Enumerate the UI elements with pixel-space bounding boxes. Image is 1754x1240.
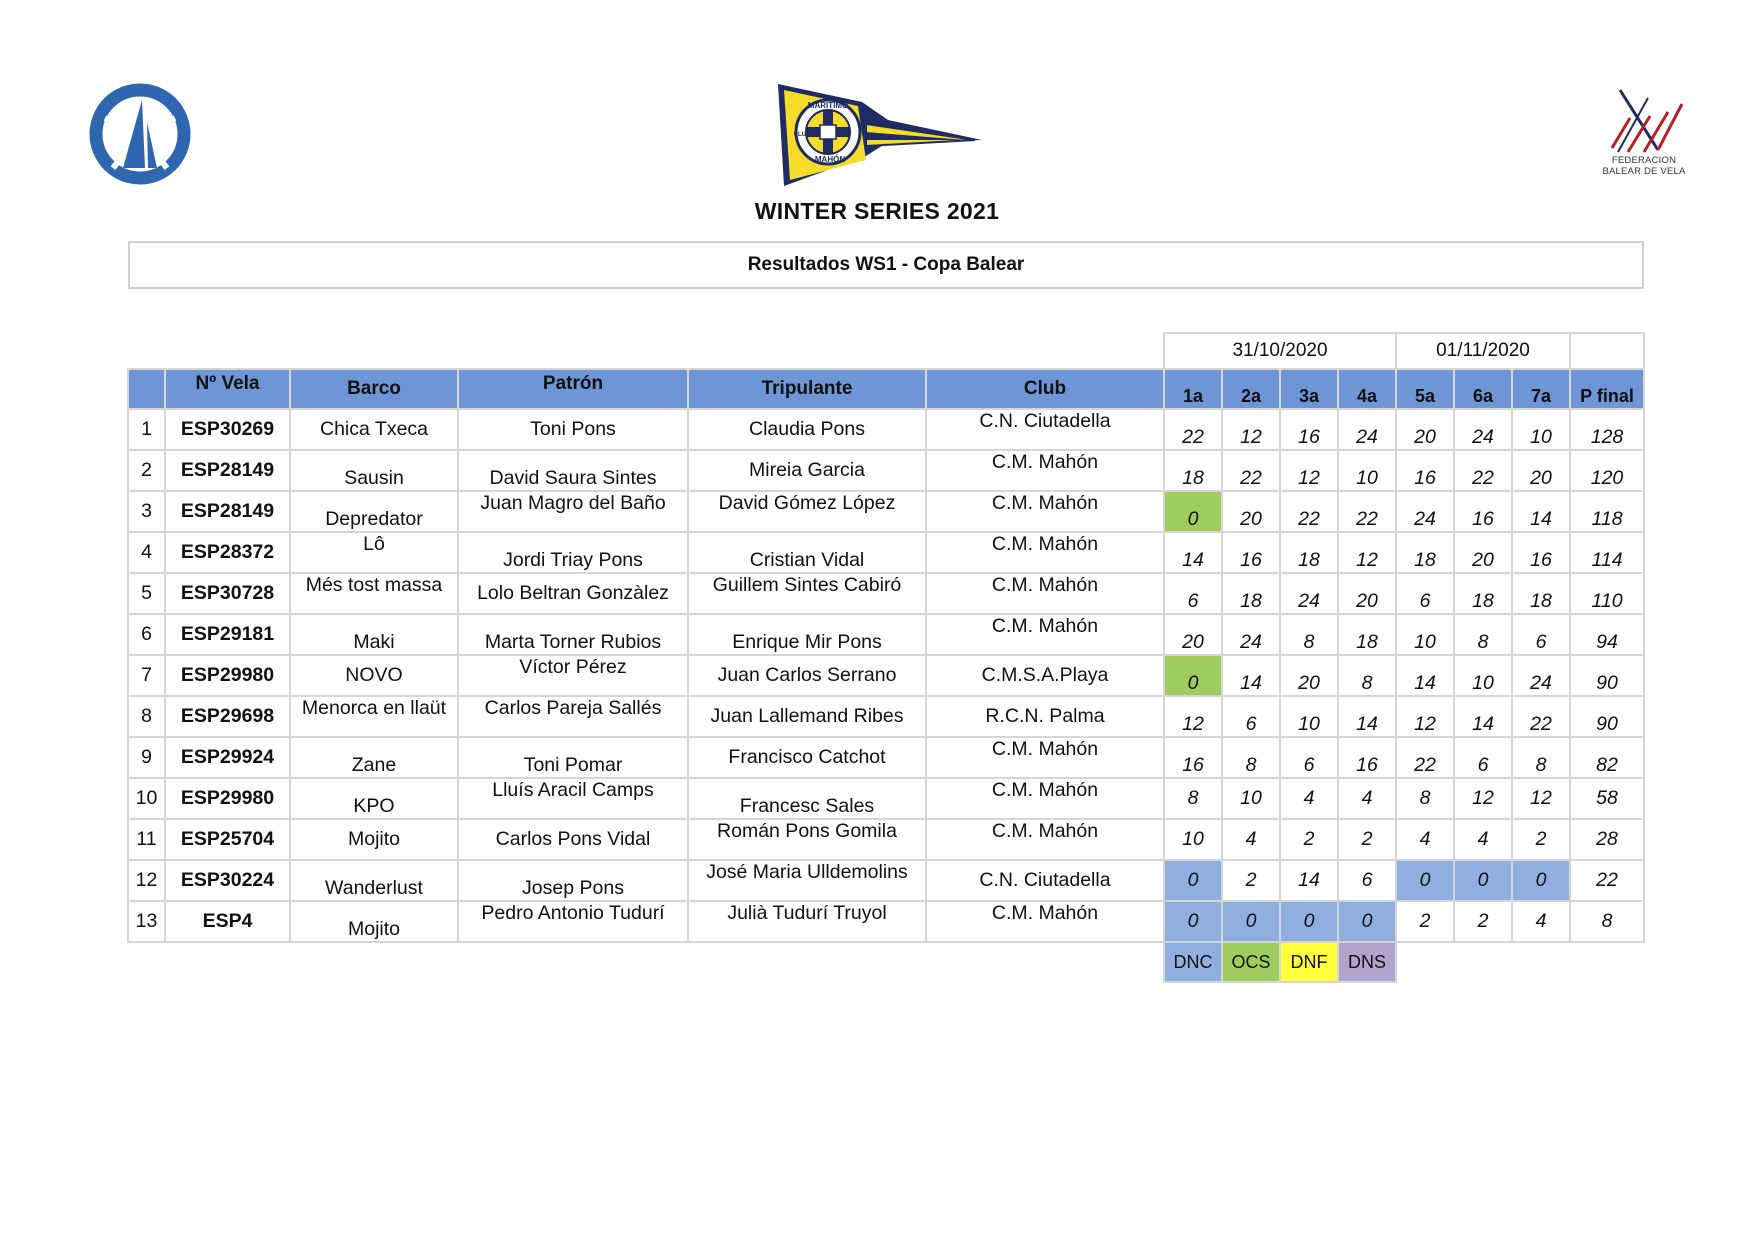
sail-number-cell: ESP30728: [165, 573, 290, 614]
sail-number-cell: ESP29181: [165, 614, 290, 655]
race-6-score-cell: 4: [1454, 819, 1512, 860]
race-3-score-cell: 14: [1280, 860, 1338, 901]
boat-name-cell: KPO: [290, 778, 458, 819]
race-3-score-cell: 6: [1280, 737, 1338, 778]
col-header-race-2: 2a: [1222, 369, 1280, 409]
boat-name-cell: Wanderlust: [290, 860, 458, 901]
race-3-score-cell: 4: [1280, 778, 1338, 819]
boat-name-cell: Zane: [290, 737, 458, 778]
boat-name-cell: NOVO: [290, 655, 458, 696]
skipper-cell: Lluís Aracil Camps: [458, 778, 688, 819]
legend-dnf: DNF: [1280, 942, 1338, 982]
position-cell: 3: [128, 491, 165, 532]
club-cell: C.N. Ciutadella: [926, 409, 1164, 450]
skipper-cell: Josep Pons: [458, 860, 688, 901]
final-points-cell: 114: [1570, 532, 1644, 573]
race-2-score-cell: 2: [1222, 860, 1280, 901]
sail-number-cell: ESP30224: [165, 860, 290, 901]
sail-number-cell: ESP29980: [165, 778, 290, 819]
table-row: [128, 614, 1644, 655]
race-1-score-cell: 18: [1164, 450, 1222, 491]
race-3-score-cell: 10: [1280, 696, 1338, 737]
race-7-score-cell: 6: [1512, 614, 1570, 655]
race-6-score-cell: 12: [1454, 778, 1512, 819]
race-7-score-cell: 24: [1512, 655, 1570, 696]
race-7-score-cell: 16: [1512, 532, 1570, 573]
race-2-score-cell: 18: [1222, 573, 1280, 614]
skipper-cell: Toni Pomar: [458, 737, 688, 778]
page-title: WINTER SERIES 2021: [754, 198, 1000, 224]
race-7-score-cell: 4: [1512, 901, 1570, 942]
col-header-total: P final: [1570, 369, 1644, 409]
table-row: [128, 901, 1644, 942]
club-cell: C.M. Mahón: [926, 737, 1164, 778]
crew-cell: Román Pons Gomila: [688, 819, 926, 860]
boat-name-cell: Més tost massa: [290, 573, 458, 614]
club-cell: C.M. Mahón: [926, 901, 1164, 942]
race-1-score-cell: 20: [1164, 614, 1222, 655]
race-2-score-cell: 14: [1222, 655, 1280, 696]
sail-number-cell: ESP28149: [165, 450, 290, 491]
race-5-score-cell: 12: [1396, 696, 1454, 737]
col-header-race-1: 1a: [1164, 369, 1222, 409]
col-header-vela: Nº Vela: [165, 369, 290, 409]
sailing-class-logo: [87, 82, 193, 186]
race-7-score-cell: 2: [1512, 819, 1570, 860]
boat-name-cell: Chica Txeca: [290, 409, 458, 450]
date-blank: [1570, 333, 1644, 369]
race-7-score-cell: 22: [1512, 696, 1570, 737]
sail-number-cell: ESP29698: [165, 696, 290, 737]
race-3-score-cell: 8: [1280, 614, 1338, 655]
race-2-score-cell: 24: [1222, 614, 1280, 655]
race-3-score-cell: 18: [1280, 532, 1338, 573]
race-4-score-cell: 2: [1338, 819, 1396, 860]
crew-cell: Enrique Mir Pons: [688, 614, 926, 655]
table-row: [128, 409, 1644, 450]
position-cell: 8: [128, 696, 165, 737]
final-points-cell: 120: [1570, 450, 1644, 491]
club-cell: C.M. Mahón: [926, 819, 1164, 860]
race-5-score-cell: 24: [1396, 491, 1454, 532]
final-points-cell: 94: [1570, 614, 1644, 655]
results-table: [127, 332, 1645, 983]
race-5-score-cell: 6: [1396, 573, 1454, 614]
col-header-club: Club: [926, 369, 1164, 409]
club-cell: C.M. Mahón: [926, 450, 1164, 491]
position-cell: 7: [128, 655, 165, 696]
race-3-score-cell: 16: [1280, 409, 1338, 450]
club-cell: C.M. Mahón: [926, 778, 1164, 819]
legend-spacer-right: [1396, 942, 1644, 982]
race-3-score-cell: 22: [1280, 491, 1338, 532]
race-5-score-cell: 2: [1396, 901, 1454, 942]
race-2-score-cell: 20: [1222, 491, 1280, 532]
legend-row: [128, 942, 1644, 982]
race-2-score-cell: 22: [1222, 450, 1280, 491]
race-4-score-cell: 14: [1338, 696, 1396, 737]
position-cell: 1: [128, 409, 165, 450]
table-row: [128, 450, 1644, 491]
race-2-score-cell: 4: [1222, 819, 1280, 860]
burgee-text-bottom: MAHÓN: [814, 155, 846, 164]
crew-cell: Mireia Garcia: [688, 450, 926, 491]
sail-number-cell: ESP29924: [165, 737, 290, 778]
club-cell: C.M. Mahón: [926, 573, 1164, 614]
table-row: [128, 696, 1644, 737]
skipper-cell: Carlos Pons Vidal: [458, 819, 688, 860]
table-row: [128, 737, 1644, 778]
table-row: [128, 491, 1644, 532]
position-cell: 12: [128, 860, 165, 901]
sail-number-cell: ESP29980: [165, 655, 290, 696]
crew-cell: Juan Carlos Serrano: [688, 655, 926, 696]
col-header-race-3: 3a: [1280, 369, 1338, 409]
race-6-score-cell: 2: [1454, 901, 1512, 942]
legend-dns: DNS: [1338, 942, 1396, 982]
final-points-cell: 22: [1570, 860, 1644, 901]
position-cell: 10: [128, 778, 165, 819]
race-3-score-cell: 0: [1280, 901, 1338, 942]
race-6-score-cell: 6: [1454, 737, 1512, 778]
race-4-score-cell: 18: [1338, 614, 1396, 655]
club-cell: C.M. Mahón: [926, 491, 1164, 532]
club-cell: C.N. Ciutadella: [926, 860, 1164, 901]
crew-cell: Juan Lallemand Ribes: [688, 696, 926, 737]
col-header-race-5: 5a: [1396, 369, 1454, 409]
race-4-score-cell: 16: [1338, 737, 1396, 778]
race-5-score-cell: 14: [1396, 655, 1454, 696]
date-day1: 31/10/2020: [1164, 333, 1396, 369]
race-6-score-cell: 20: [1454, 532, 1512, 573]
race-5-score-cell: 8: [1396, 778, 1454, 819]
col-header-race-7: 7a: [1512, 369, 1570, 409]
table-row: [128, 819, 1644, 860]
race-3-score-cell: 20: [1280, 655, 1338, 696]
race-1-score-cell: 6: [1164, 573, 1222, 614]
sail-number-cell: ESP28372: [165, 532, 290, 573]
position-cell: 4: [128, 532, 165, 573]
position-cell: 11: [128, 819, 165, 860]
race-1-score-cell: 0: [1164, 491, 1222, 532]
skipper-cell: Jordi Triay Pons: [458, 532, 688, 573]
crew-cell: David Gómez López: [688, 491, 926, 532]
col-header-race-4: 4a: [1338, 369, 1396, 409]
table-row: [128, 860, 1644, 901]
crew-cell: Francesc Sales: [688, 778, 926, 819]
col-header-barco: Barco: [290, 369, 458, 409]
race-5-score-cell: 0: [1396, 860, 1454, 901]
skipper-cell: Carlos Pareja Sallés: [458, 696, 688, 737]
federacion-text-line2: BALEAR DE VELA: [1602, 166, 1686, 177]
table-row: [128, 532, 1644, 573]
race-1-score-cell: 0: [1164, 860, 1222, 901]
race-6-score-cell: 18: [1454, 573, 1512, 614]
position-cell: 5: [128, 573, 165, 614]
race-4-score-cell: 6: [1338, 860, 1396, 901]
position-cell: 9: [128, 737, 165, 778]
position-cell: 2: [128, 450, 165, 491]
final-points-cell: 28: [1570, 819, 1644, 860]
header-row: [128, 369, 1644, 409]
race-1-score-cell: 14: [1164, 532, 1222, 573]
federacion-text-line1: FEDERACION: [1611, 155, 1677, 166]
burgee-text-left: CLUB: [793, 132, 811, 138]
sail-number-cell: ESP4: [165, 901, 290, 942]
race-6-score-cell: 14: [1454, 696, 1512, 737]
race-5-score-cell: 18: [1396, 532, 1454, 573]
final-points-cell: 110: [1570, 573, 1644, 614]
final-points-cell: 58: [1570, 778, 1644, 819]
race-2-score-cell: 16: [1222, 532, 1280, 573]
results-body: [128, 409, 1644, 942]
race-5-score-cell: 20: [1396, 409, 1454, 450]
sail-number-cell: ESP28149: [165, 491, 290, 532]
race-4-score-cell: 20: [1338, 573, 1396, 614]
race-6-score-cell: 8: [1454, 614, 1512, 655]
race-2-score-cell: 10: [1222, 778, 1280, 819]
race-4-score-cell: 12: [1338, 532, 1396, 573]
race-6-score-cell: 0: [1454, 860, 1512, 901]
skipper-cell: Juan Magro del Baño: [458, 491, 688, 532]
race-1-score-cell: 0: [1164, 901, 1222, 942]
legend-dnc: DNC: [1164, 942, 1222, 982]
race-4-score-cell: 0: [1338, 901, 1396, 942]
race-7-score-cell: 8: [1512, 737, 1570, 778]
federacion-text: [1598, 155, 1690, 177]
boat-name-cell: Sausin: [290, 450, 458, 491]
race-6-score-cell: 16: [1454, 491, 1512, 532]
skipper-cell: Pedro Antonio Tudurí: [458, 901, 688, 942]
race-7-score-cell: 14: [1512, 491, 1570, 532]
club-cell: C.M. Mahón: [926, 614, 1164, 655]
race-7-score-cell: 20: [1512, 450, 1570, 491]
race-6-score-cell: 24: [1454, 409, 1512, 450]
final-points-cell: 82: [1570, 737, 1644, 778]
race-6-score-cell: 10: [1454, 655, 1512, 696]
position-cell: 6: [128, 614, 165, 655]
race-1-score-cell: 0: [1164, 655, 1222, 696]
skipper-cell: Marta Torner Rubios: [458, 614, 688, 655]
crew-cell: Cristian Vidal: [688, 532, 926, 573]
skipper-cell: Lolo Beltran Gonzàlez: [458, 573, 688, 614]
sail-number-cell: ESP30269: [165, 409, 290, 450]
race-7-score-cell: 0: [1512, 860, 1570, 901]
race-2-score-cell: 8: [1222, 737, 1280, 778]
race-3-score-cell: 2: [1280, 819, 1338, 860]
burgee-text-top: MARITIMO: [807, 101, 849, 110]
race-2-score-cell: 12: [1222, 409, 1280, 450]
crew-cell: José Maria Ulldemolins: [688, 860, 926, 901]
race-2-score-cell: 6: [1222, 696, 1280, 737]
race-3-score-cell: 12: [1280, 450, 1338, 491]
final-points-cell: 128: [1570, 409, 1644, 450]
col-header-pos: [128, 369, 165, 409]
race-5-score-cell: 4: [1396, 819, 1454, 860]
race-7-score-cell: 12: [1512, 778, 1570, 819]
race-1-score-cell: 16: [1164, 737, 1222, 778]
boat-name-cell: Mojito: [290, 901, 458, 942]
race-4-score-cell: 8: [1338, 655, 1396, 696]
results-subtitle: Resultados WS1 - Copa Balear: [128, 241, 1644, 289]
table-row: [128, 778, 1644, 819]
skipper-cell: Toni Pons: [458, 409, 688, 450]
skipper-cell: David Saura Sintes: [458, 450, 688, 491]
race-1-score-cell: 10: [1164, 819, 1222, 860]
race-4-score-cell: 4: [1338, 778, 1396, 819]
race-1-score-cell: 12: [1164, 696, 1222, 737]
date-day2: 01/11/2020: [1396, 333, 1570, 369]
boat-name-cell: Menorca en llaüt: [290, 696, 458, 737]
col-header-patron: Patrón: [458, 369, 688, 409]
sail-number-cell: ESP25704: [165, 819, 290, 860]
club-maritimo-mahon-burgee: [770, 80, 1000, 190]
race-7-score-cell: 18: [1512, 573, 1570, 614]
race-5-score-cell: 22: [1396, 737, 1454, 778]
date-row-spacer: [128, 333, 1164, 369]
crew-cell: Claudia Pons: [688, 409, 926, 450]
position-cell: 13: [128, 901, 165, 942]
legend-ocs: OCS: [1222, 942, 1280, 982]
crew-cell: Francisco Catchot: [688, 737, 926, 778]
race-1-score-cell: 22: [1164, 409, 1222, 450]
club-cell: C.M.S.A.Playa: [926, 655, 1164, 696]
skipper-cell: Víctor Pérez: [458, 655, 688, 696]
legend-spacer: [128, 942, 1164, 982]
crew-cell: Guillem Sintes Cabiró: [688, 573, 926, 614]
club-cell: R.C.N. Palma: [926, 696, 1164, 737]
table-row: [128, 573, 1644, 614]
table-row: [128, 655, 1644, 696]
final-points-cell: 118: [1570, 491, 1644, 532]
race-5-score-cell: 10: [1396, 614, 1454, 655]
race-7-score-cell: 10: [1512, 409, 1570, 450]
date-row: [128, 333, 1644, 369]
boat-name-cell: Lô: [290, 532, 458, 573]
final-points-cell: 8: [1570, 901, 1644, 942]
race-5-score-cell: 16: [1396, 450, 1454, 491]
race-4-score-cell: 10: [1338, 450, 1396, 491]
boat-name-cell: Maki: [290, 614, 458, 655]
race-1-score-cell: 8: [1164, 778, 1222, 819]
col-header-race-6: 6a: [1454, 369, 1512, 409]
race-4-score-cell: 24: [1338, 409, 1396, 450]
race-4-score-cell: 22: [1338, 491, 1396, 532]
final-points-cell: 90: [1570, 696, 1644, 737]
col-header-tripulante: Tripulante: [688, 369, 926, 409]
boat-name-cell: Mojito: [290, 819, 458, 860]
club-cell: C.M. Mahón: [926, 532, 1164, 573]
final-points-cell: 90: [1570, 655, 1644, 696]
race-3-score-cell: 24: [1280, 573, 1338, 614]
boat-name-cell: Depredator: [290, 491, 458, 532]
crew-cell: Julià Tudurí Truyol: [688, 901, 926, 942]
race-6-score-cell: 22: [1454, 450, 1512, 491]
race-2-score-cell: 0: [1222, 901, 1280, 942]
